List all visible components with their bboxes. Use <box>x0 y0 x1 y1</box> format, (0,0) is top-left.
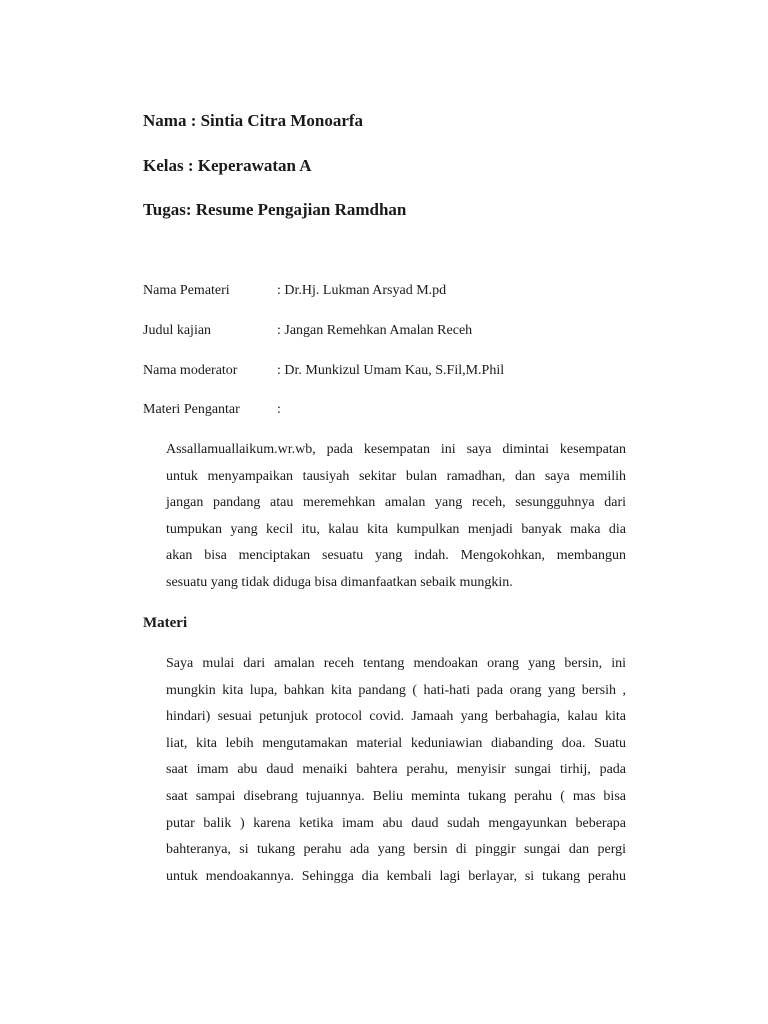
student-class: Kelas : Keperawatan A <box>143 156 312 175</box>
paragraph-line: liat, kita lebih mengutamakan material keduniawian diabanding doa. Suatu <box>166 735 626 751</box>
paragraph-line: sesuatu yang tidak diduga bisa dimanfaatkan sebaik mungkin. <box>166 574 513 590</box>
paragraph-line: Assallamuallaikum.wr.wb, pada kesempatan ini saya dimintai kesempatan <box>166 442 626 457</box>
paragraph-line: saat sampai disebrang tujuannya. Beliu meminta tukang perahu ( mas bisa <box>166 788 626 804</box>
info-label: Materi Pengantar <box>143 402 240 417</box>
paragraph-line: untuk mendoakannya. Sehingga dia kembali lagi berlayar, si tukang perahu <box>166 868 626 884</box>
student-name: Nama : Sintia Citra Monoarfa <box>143 111 364 130</box>
materi-heading: Materi <box>143 615 188 631</box>
info-value: : Dr.Hj. Lukman Arsyad M.pd <box>277 283 447 298</box>
paragraph-line: untuk menyampaikan tausiyah sekitar bulan ramadhan, dan saya memilih <box>166 468 626 484</box>
info-label: Nama Pemateri <box>143 283 230 298</box>
info-value: : <box>277 402 281 417</box>
paragraph-line: mungkin kita lupa, bahkan kita pandang ( hati-hati pada orang yang bersih , <box>166 682 626 698</box>
assignment-title: Tugas: Resume Pengajian Ramdhan <box>143 200 407 219</box>
paragraph-line: putar balik ) karena ketika imam abu daud sudah mengayunkan beberapa <box>166 815 626 831</box>
intro-paragraph <box>166 437 626 597</box>
paragraph-line: tumpukan yang kecil itu, kalau kita kumpulkan menjadi banyak maka dia <box>166 521 626 537</box>
paragraph-line: saat imam abu daud menaiki bahtera perahu, menyisir sungai tirhij, pada <box>166 762 626 778</box>
paragraph-line: bahteranya, si tukang perahu ada yang bersin di pinggir sungai dan pergi <box>166 842 626 858</box>
info-value: : Dr. Munkizul Umam Kau, S.Fil,M.Phil <box>277 363 505 378</box>
paragraph-line: akan bisa menciptakan sesuatu yang indah. Mengokohkan, membangun <box>166 548 626 564</box>
info-value: : Jangan Remehkan Amalan Receh <box>277 323 473 338</box>
info-label: Judul kajian <box>143 323 212 338</box>
paragraph-line: jangan pandang atau meremehkan amalan yang receh, sesungguhnya dari <box>166 495 626 511</box>
info-label: Nama moderator <box>143 363 238 378</box>
paragraph-line: hindari) sesuai petunjuk protocol covid. Jamaah yang berbahagia, kalau kita <box>166 709 626 725</box>
materi-paragraph <box>166 651 626 890</box>
paragraph-line: Saya mulai dari amalan receh tentang mendoakan orang yang bersin, ini <box>166 656 626 671</box>
